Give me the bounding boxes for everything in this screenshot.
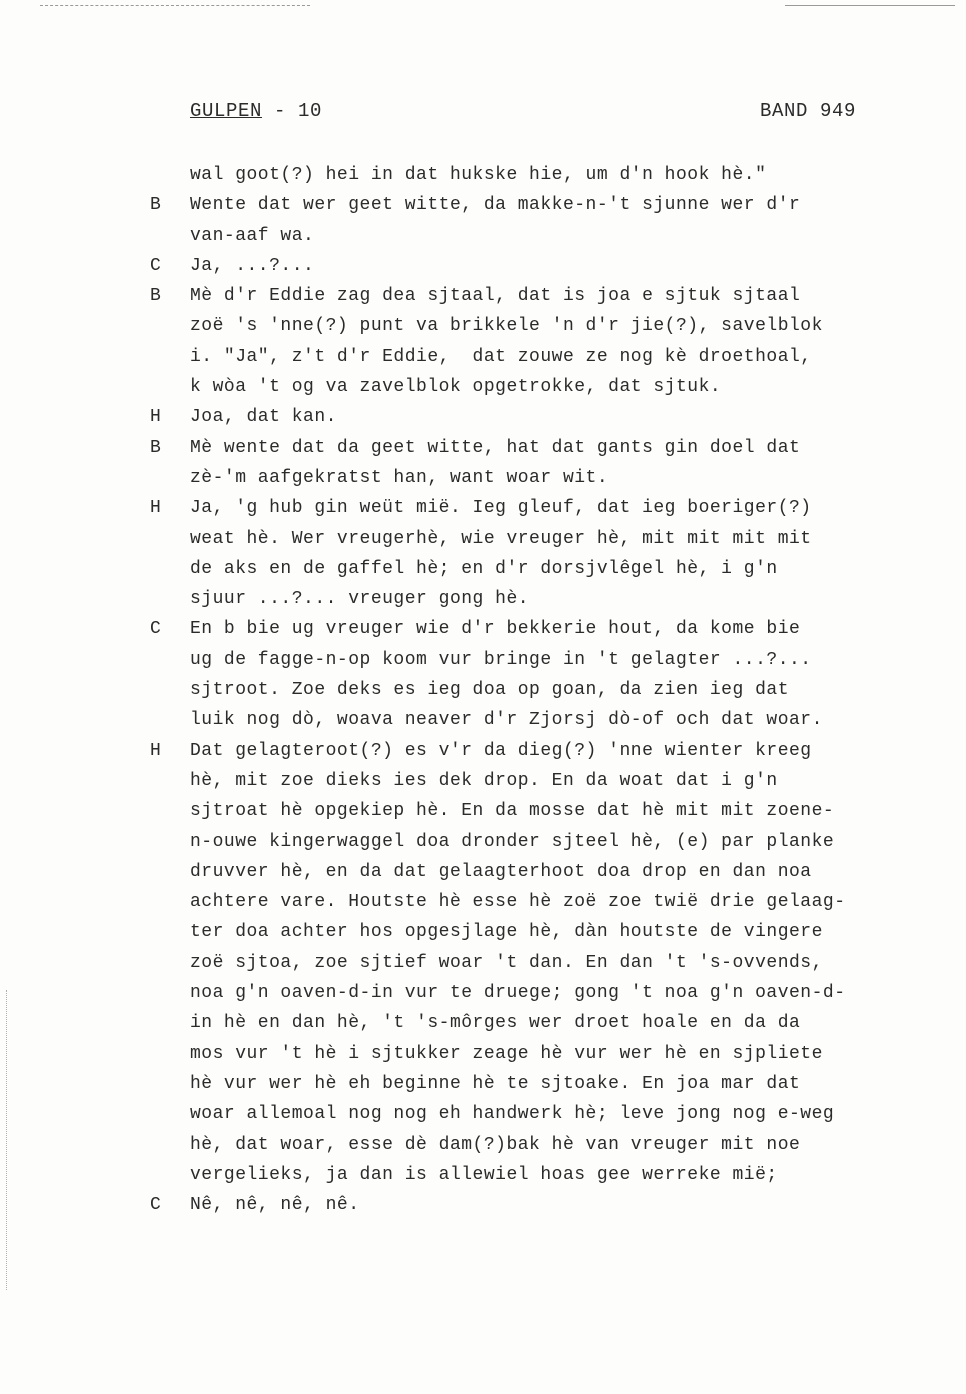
transcript-line: zoë 's 'nne(?) punt va brikkele 'n d'r jie(?), savelblok: [190, 316, 823, 337]
transcript-line: luik nog dò, woava neaver d'r Zjorsj dò-of och dat woar.: [190, 710, 823, 731]
dialogue-entry: [150, 190, 940, 251]
dialogue-entry: [150, 493, 940, 614]
transcript-line: Ja, ...?...: [190, 255, 315, 276]
speaker-label: C: [150, 619, 161, 640]
top-edge-mark: [40, 5, 310, 6]
transcript-line: hè vur wer hè eh beginne hè te sjtoake. En joa mar dat: [190, 1073, 801, 1094]
speaker-label: B: [150, 437, 161, 458]
dialogue-entry: [150, 433, 940, 494]
transcript-line: sjuur ...?... vreuger gong hè.: [190, 589, 530, 610]
speaker-label: C: [150, 255, 161, 276]
transcript-line: ug de fagge-n-op koom vur bringe in 't gelagter ...?...: [190, 649, 812, 670]
speaker-label: C: [150, 1195, 161, 1216]
dialogue-entry: [150, 160, 940, 190]
transcript-line: Joa, dat kan.: [190, 407, 337, 428]
transcript-line: Ja, 'g hub gin weüt mië. Ieg gleuf, dat ieg boeriger(?): [190, 498, 812, 519]
dialogue-entry: [150, 1190, 940, 1220]
transcript-line: ter doa achter hos opgesjlage hè, dàn houtste de vingere: [190, 922, 823, 943]
transcript-line: k wòa 't og va zavelblok opgetrokke, dat sjtuk.: [190, 377, 722, 398]
speaker-label: B: [150, 195, 161, 216]
dialogue-entry: [150, 281, 940, 402]
transcript-line: de aks en de gaffel hè; en d'r dorsjvlêgel hè, i g'n: [190, 558, 778, 579]
dialogue-entry: [150, 614, 940, 735]
transcript-line: achtere vare. Houtste hè esse hè zoë zoe twië drie gelaag-: [190, 892, 846, 913]
left-margin-marks: [6, 990, 7, 1290]
header-place: GULPEN: [190, 100, 263, 122]
transcript-line: Mè wente dat da geet witte, hat dat gants gin doel dat: [190, 437, 801, 458]
transcript-line: druvver hè, en da dat gelaagterhoot doa drop en dan noa: [190, 861, 812, 882]
dialogue-entry: [150, 402, 940, 432]
transcript-line: van-aaf wa.: [190, 225, 315, 246]
transcript-line: Mè d'r Eddie zag dea sjtaal, dat is joa e sjtuk sjtaal: [190, 286, 801, 307]
transcript-line: zoë sjtoa, zoe sjtief woar 't dan. En dan 't 's-ovvends,: [190, 952, 823, 973]
transcript-line: Dat gelagteroot(?) es v'r da dieg(?) 'nne wienter kreeg: [190, 740, 812, 761]
speaker-label: H: [150, 407, 161, 428]
transcript-body: [150, 160, 940, 1220]
header-page-number: - 10: [262, 100, 323, 122]
transcript-line: hè, mit zoe dieks ies dek drop. En da woat dat i g'n: [190, 770, 778, 791]
transcript-line: noa g'n oaven-d-in vur te druege; gong 't noa g'n oaven-d-: [190, 983, 846, 1004]
transcript-line: vergelieks, ja dan is allewiel hoas gee werreke mië;: [190, 1164, 778, 1185]
page-header-band: BAND 949: [760, 100, 857, 122]
transcript-line: Nê, nê, nê, nê.: [190, 1195, 360, 1216]
speaker-label: H: [150, 498, 161, 519]
dialogue-entry: [150, 251, 940, 281]
transcript-line: n-ouwe kingerwaggel doa dronder sjteel hè, (e) par planke: [190, 831, 835, 852]
transcript-line: i. "Ja", z't d'r Eddie, dat zouwe ze nog kè droethoal,: [190, 346, 812, 367]
speaker-label: H: [150, 740, 161, 761]
transcript-line: woar allemoal nog nog eh handwerk hè; leve jong nog e-weg: [190, 1104, 835, 1125]
speaker-label: B: [150, 286, 161, 307]
transcript-line: sjtroot. Zoe deks es ieg doa op goan, da zien ieg dat: [190, 680, 789, 701]
transcript-line: wal goot(?) hei in dat hukske hie, um d'n hook hè.": [190, 165, 767, 185]
transcript-line: in hè en dan hè, 't 's-môrges wer droet hoale en da da: [190, 1013, 801, 1034]
transcript-line: sjtroat hè opgekiep hè. En da mosse dat hè mit mit zoene-: [190, 801, 835, 822]
dialogue-entry: [150, 736, 940, 1190]
transcript-line: Wente dat wer geet witte, da makke-n-'t sjunne wer d'r: [190, 195, 801, 216]
transcript-line: mos vur 't hè i sjtukker zeage hè vur wer hè en sjpliete: [190, 1043, 823, 1064]
transcript-line: En b bie ug vreuger wie d'r bekkerie hout, da kome bie: [190, 619, 801, 640]
page-header-title: [190, 100, 322, 122]
transcript-line: weat hè. Wer vreugerhè, wie vreuger hè, mit mit mit mit: [190, 528, 812, 549]
transcript-line: hè, dat woar, esse dè dam(?)bak hè van vreuger mit noe: [190, 1134, 801, 1155]
top-edge-mark: [785, 5, 955, 6]
transcript-line: zè-'m aafgekratst han, want woar wit.: [190, 467, 609, 488]
